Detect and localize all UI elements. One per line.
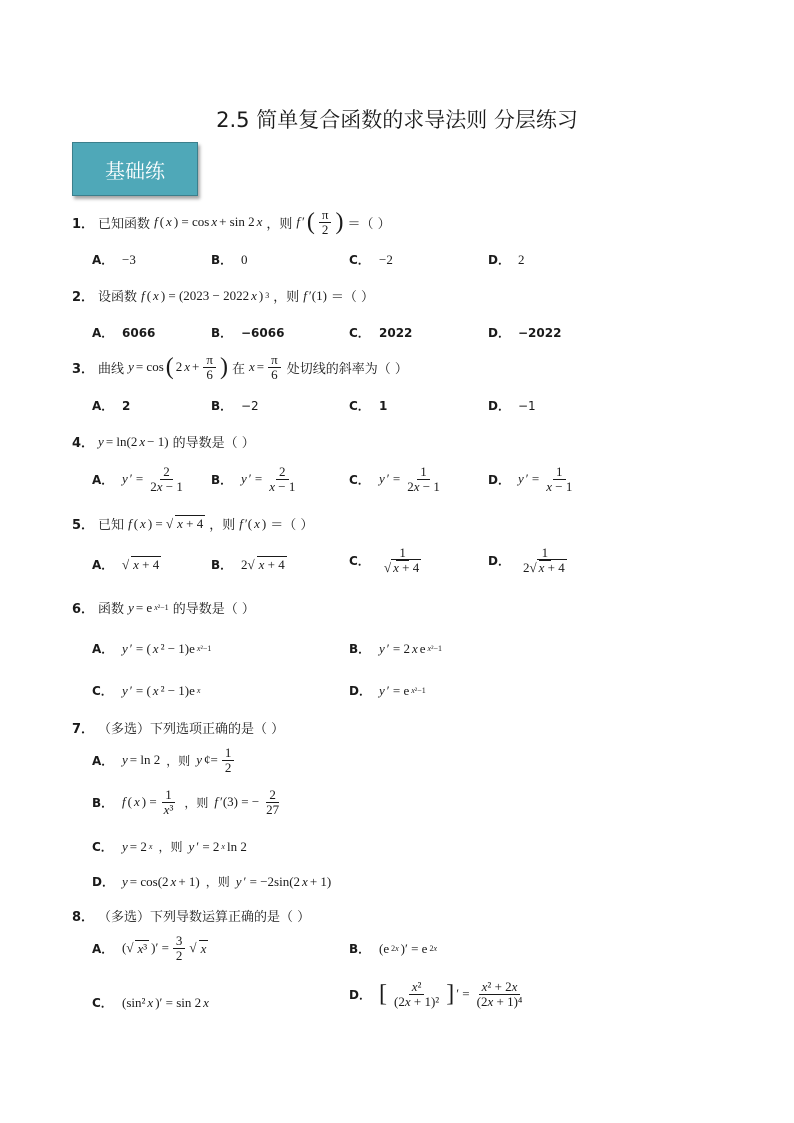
question-text: （多选）下列选项正确的是（ ） (98, 722, 285, 737)
formula: f ′(1) (303, 287, 327, 303)
option-b[interactable]: B． y ′ = 2 x e x²−1 (349, 640, 443, 656)
option-d[interactable]: D． y ′ = e x²−1 (349, 682, 426, 698)
question-5 (72, 514, 313, 533)
formula: y ′ = 2 x ln 2 (188, 838, 247, 854)
formula: f ( x ) = √ x + 4 (128, 515, 204, 531)
option-d[interactable]: D． −2022 (488, 325, 562, 340)
question-6 (72, 598, 255, 617)
option-b[interactable]: B． (e 2x )′ = e 2x (349, 940, 438, 956)
formula: [ $\frac{\text{x²}}{\text{(2x + 1)²}}$ ] ′ = $\frac{\text{x² + 2x}}{\text{(2x + 1)⁴}}$ (379, 979, 523, 1009)
option-a[interactable]: A． y ′ = $\frac{2}{2x - 1}$ (92, 465, 188, 493)
formula: y = cos(2 x + 1) (122, 873, 200, 889)
question-2 (72, 286, 374, 305)
option-c[interactable]: C． y ′ = ( x ² − 1)e x (92, 682, 201, 698)
formula: y ′ = $\frac{1}{2x - 1}$ (379, 464, 440, 494)
question-4 (72, 432, 255, 451)
question-text: ＝（ ） (270, 518, 314, 533)
option-a[interactable]: A． 2 (92, 398, 131, 413)
formula: y ′ = $\frac{1}{x - 1}$ (518, 464, 573, 494)
question-number: 3． (72, 361, 95, 377)
option-c[interactable]: C． 2022 (349, 325, 413, 340)
formula: y ¢= $\frac{1}{2}$ (196, 746, 236, 774)
formula: y ′ = 2 x e x²−1 (379, 640, 443, 656)
formula: y ′ = $\frac{2}{2x - 1}$ (122, 464, 183, 494)
question-number: 6． (72, 602, 95, 617)
option-d[interactable]: D． y = cos(2 x + 1) ，则 y ′ = −2sin(2 x + 1) (92, 873, 332, 889)
option-c[interactable]: C． y = 2 x ，则 y ′ = 2 x ln 2 (92, 838, 247, 854)
option-b[interactable]: B． 2√ x + 4 (211, 556, 285, 572)
option-d[interactable]: D． 2 (488, 251, 525, 267)
question-number: 1． (72, 216, 95, 232)
formula: y = 2 x (122, 838, 153, 854)
option-b[interactable]: B． −6066 (211, 325, 285, 340)
formula: (√ x³ )′ = $\frac{3}{2}$ √ x (122, 933, 207, 963)
formula: √ x + 4 (122, 556, 160, 572)
option-b[interactable]: B． 0 (211, 251, 248, 267)
question-text: 的导数是（ ） (172, 602, 255, 617)
option-c[interactable]: C． y ′ = $\frac{1}{2x - 1}$ (349, 465, 445, 493)
question-8 (72, 906, 310, 925)
option-b[interactable]: B． y ′ = $\frac{2}{x - 1}$ (211, 465, 300, 493)
option-a[interactable]: A． (√ x³ )′ = $\frac{3}{2}$ √ x (92, 933, 207, 963)
question-text: 的导数是（ ） (172, 436, 255, 451)
formula: 2√ x + 4 (241, 556, 285, 572)
option-d[interactable]: D． [ $\frac{\text{x²}}{\text{(2x + 1)²}}$ ] ′ = $\frac{\text{x² + 2x}}{\text{(2x + 1)⁴}}$ (349, 980, 527, 1008)
question-text: ＝（ ） (347, 216, 391, 232)
question-text: （多选）下列导数运算正确的是（ ） (98, 910, 311, 925)
question-3 (72, 353, 408, 381)
question-number: 7． (72, 722, 95, 737)
question-text: 已知 (98, 518, 125, 533)
option-c[interactable]: C． (sin² x )′ = sin 2 x (92, 994, 209, 1010)
formula: y ′ = $\frac{2}{x - 1}$ (241, 464, 296, 494)
question-text: 曲线 (98, 361, 125, 377)
option-b[interactable]: B． −2 (211, 398, 259, 413)
option-c[interactable]: C． $\frac{1}{√ x + 4}$ (349, 546, 426, 574)
formula: y = cos ( 2 x + $\frac{\pi}{6}$ ) (128, 352, 228, 382)
option-a[interactable]: A． −3 (92, 251, 136, 267)
formula: f ( x ) = (2023 − 2022 x ) 3 (141, 287, 270, 303)
formula: y = ln(2 x − 1) (98, 433, 169, 449)
option-a[interactable]: A． 6066 (92, 325, 156, 340)
question-text: 已知函数 (98, 216, 151, 232)
question-number: 5． (72, 518, 95, 533)
option-d[interactable]: D． $\frac{1}{2√ x + 4}$ (488, 546, 572, 574)
option-d[interactable]: D． y ′ = $\frac{1}{x - 1}$ (488, 465, 577, 493)
formula: x = $\frac{\pi}{6}$ (249, 353, 283, 381)
section-badge: 基础练 (72, 142, 198, 196)
formula: $\frac{1}{√ x + 4}$ (384, 545, 420, 575)
option-d[interactable]: D． −1 (488, 398, 536, 413)
formula: y = ln 2 (122, 752, 161, 768)
formula: f ( x ) = cos x + sin 2 x (154, 214, 263, 230)
formula: f ( x ) = $\frac{1}{\text{x³}}$ (122, 787, 174, 817)
question-number: 2． (72, 290, 95, 305)
question-text: ，则 (209, 518, 236, 533)
option-c[interactable]: C． 1 (349, 398, 388, 413)
question-text: 函数 (98, 602, 125, 617)
formula: y ′ = ( x ² − 1)e x²−1 (122, 640, 212, 656)
question-text: ，则 (273, 290, 300, 305)
page-title: 2.5 简单复合函数的求导法则 分层练习 (216, 108, 578, 132)
formula: f ′( x ) (239, 515, 267, 531)
question-7 (72, 718, 284, 737)
question-1 (72, 208, 391, 236)
formula: y = e x²−1 (128, 599, 169, 615)
formula: y ′ = ( x ² − 1)e x (122, 682, 201, 698)
formula: $\frac{1}{2√ x + 4}$ (523, 545, 565, 575)
formula: f ′(3) = − $\frac{2}{27}$ (214, 787, 280, 817)
option-a[interactable]: A． y ′ = ( x ² − 1)e x²−1 (92, 640, 212, 656)
formula: y ′ = e x²−1 (379, 682, 426, 698)
option-a[interactable]: A． √ x + 4 (92, 556, 160, 572)
question-text: 在 (231, 361, 245, 377)
question-number: 8． (72, 910, 95, 925)
option-b[interactable]: B． f ( x ) = $\frac{1}{\text{x³}}$ ，则 f ′(3) = − $\frac{2}{27}$ (92, 788, 284, 816)
option-c[interactable]: C． −2 (349, 251, 393, 267)
formula: y ′ = −2sin(2 x + 1) (235, 873, 332, 889)
question-text: 设函数 (98, 290, 138, 305)
option-a[interactable]: A． y = ln 2 ，则 y ¢= $\frac{1}{2}$ (92, 746, 236, 774)
question-text: ，则 (266, 216, 293, 232)
formula: (e 2x )′ = e 2x (379, 940, 438, 956)
formula: (sin² x )′ = sin 2 x (122, 994, 209, 1010)
question-number: 4． (72, 436, 95, 451)
question-text: ＝（ ） (330, 290, 375, 305)
question-text: 处切线的斜率为（ ） (286, 361, 408, 377)
formula: f ′ ( $\frac{\pi}{2}$ ) (296, 207, 344, 237)
